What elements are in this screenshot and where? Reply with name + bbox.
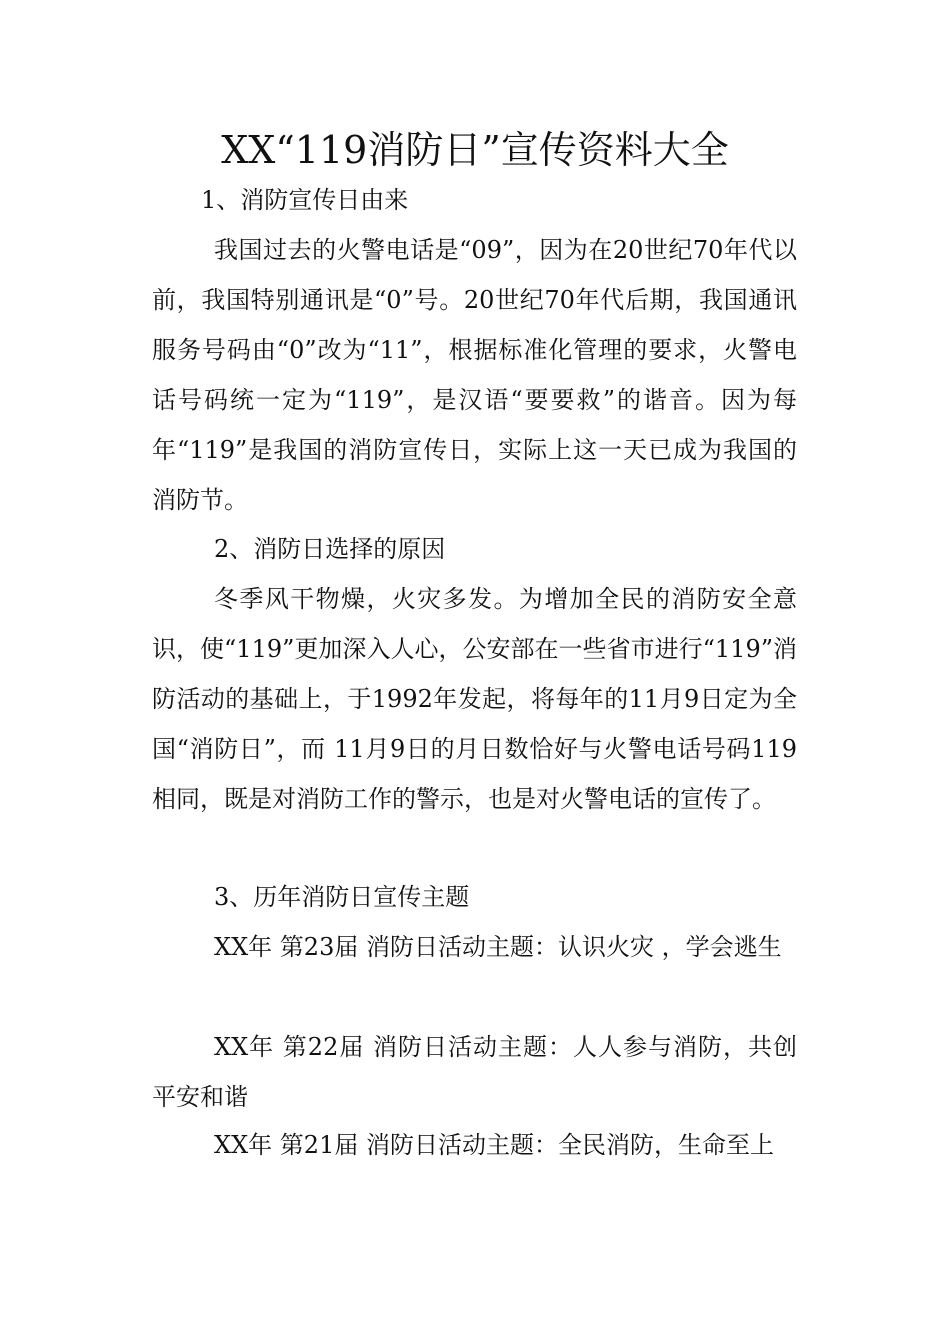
section-heading-themes: 3、历年消防日宣传主题: [214, 883, 470, 911]
section-paragraph-reason: 冬季风干物燥，火灾多发。为增加全民的消防安全意识，使“119”更加深入人心，公安部在一些省市进行“119”消防活动的基础上，于1992年发起，将每年的11月9日定为全国“消防日”，而 11月9日的月日数恰好与火警电话号码119相同，既是对消防工作的警示，也是对火警电话的宣传了。: [152, 585, 797, 813]
theme-item: XX年 第21届 消防日活动主题：全民消防，生命至上: [214, 1131, 774, 1159]
theme-item: XX年 第22届 消防日活动主题：人人参与消防，共创平安和谐: [152, 1033, 797, 1111]
document-title: XX“119消防日”宣传资料大全: [221, 128, 729, 172]
section-heading-reason: 2、消防日选择的原因: [214, 535, 446, 563]
section-paragraph-origin: 我国过去的火警电话是“09”，因为在20世纪70年代以前，我国特别通讯是“0”号。20世纪70年代后期，我国通讯服务号码由“0”改为“11”，根据标准化管理的要求，火警电话号码统一定为“119”，是汉语“要要救”的谐音。因为每年“119”是我国的消防宣传日，实际上这一天已成为我国的消防节。: [152, 236, 797, 514]
section-heading-origin: 1、消防宣传日由来: [201, 186, 409, 214]
theme-item: XX年 第23届 消防日活动主题：认识火灾 ，学会逃生: [214, 933, 782, 961]
